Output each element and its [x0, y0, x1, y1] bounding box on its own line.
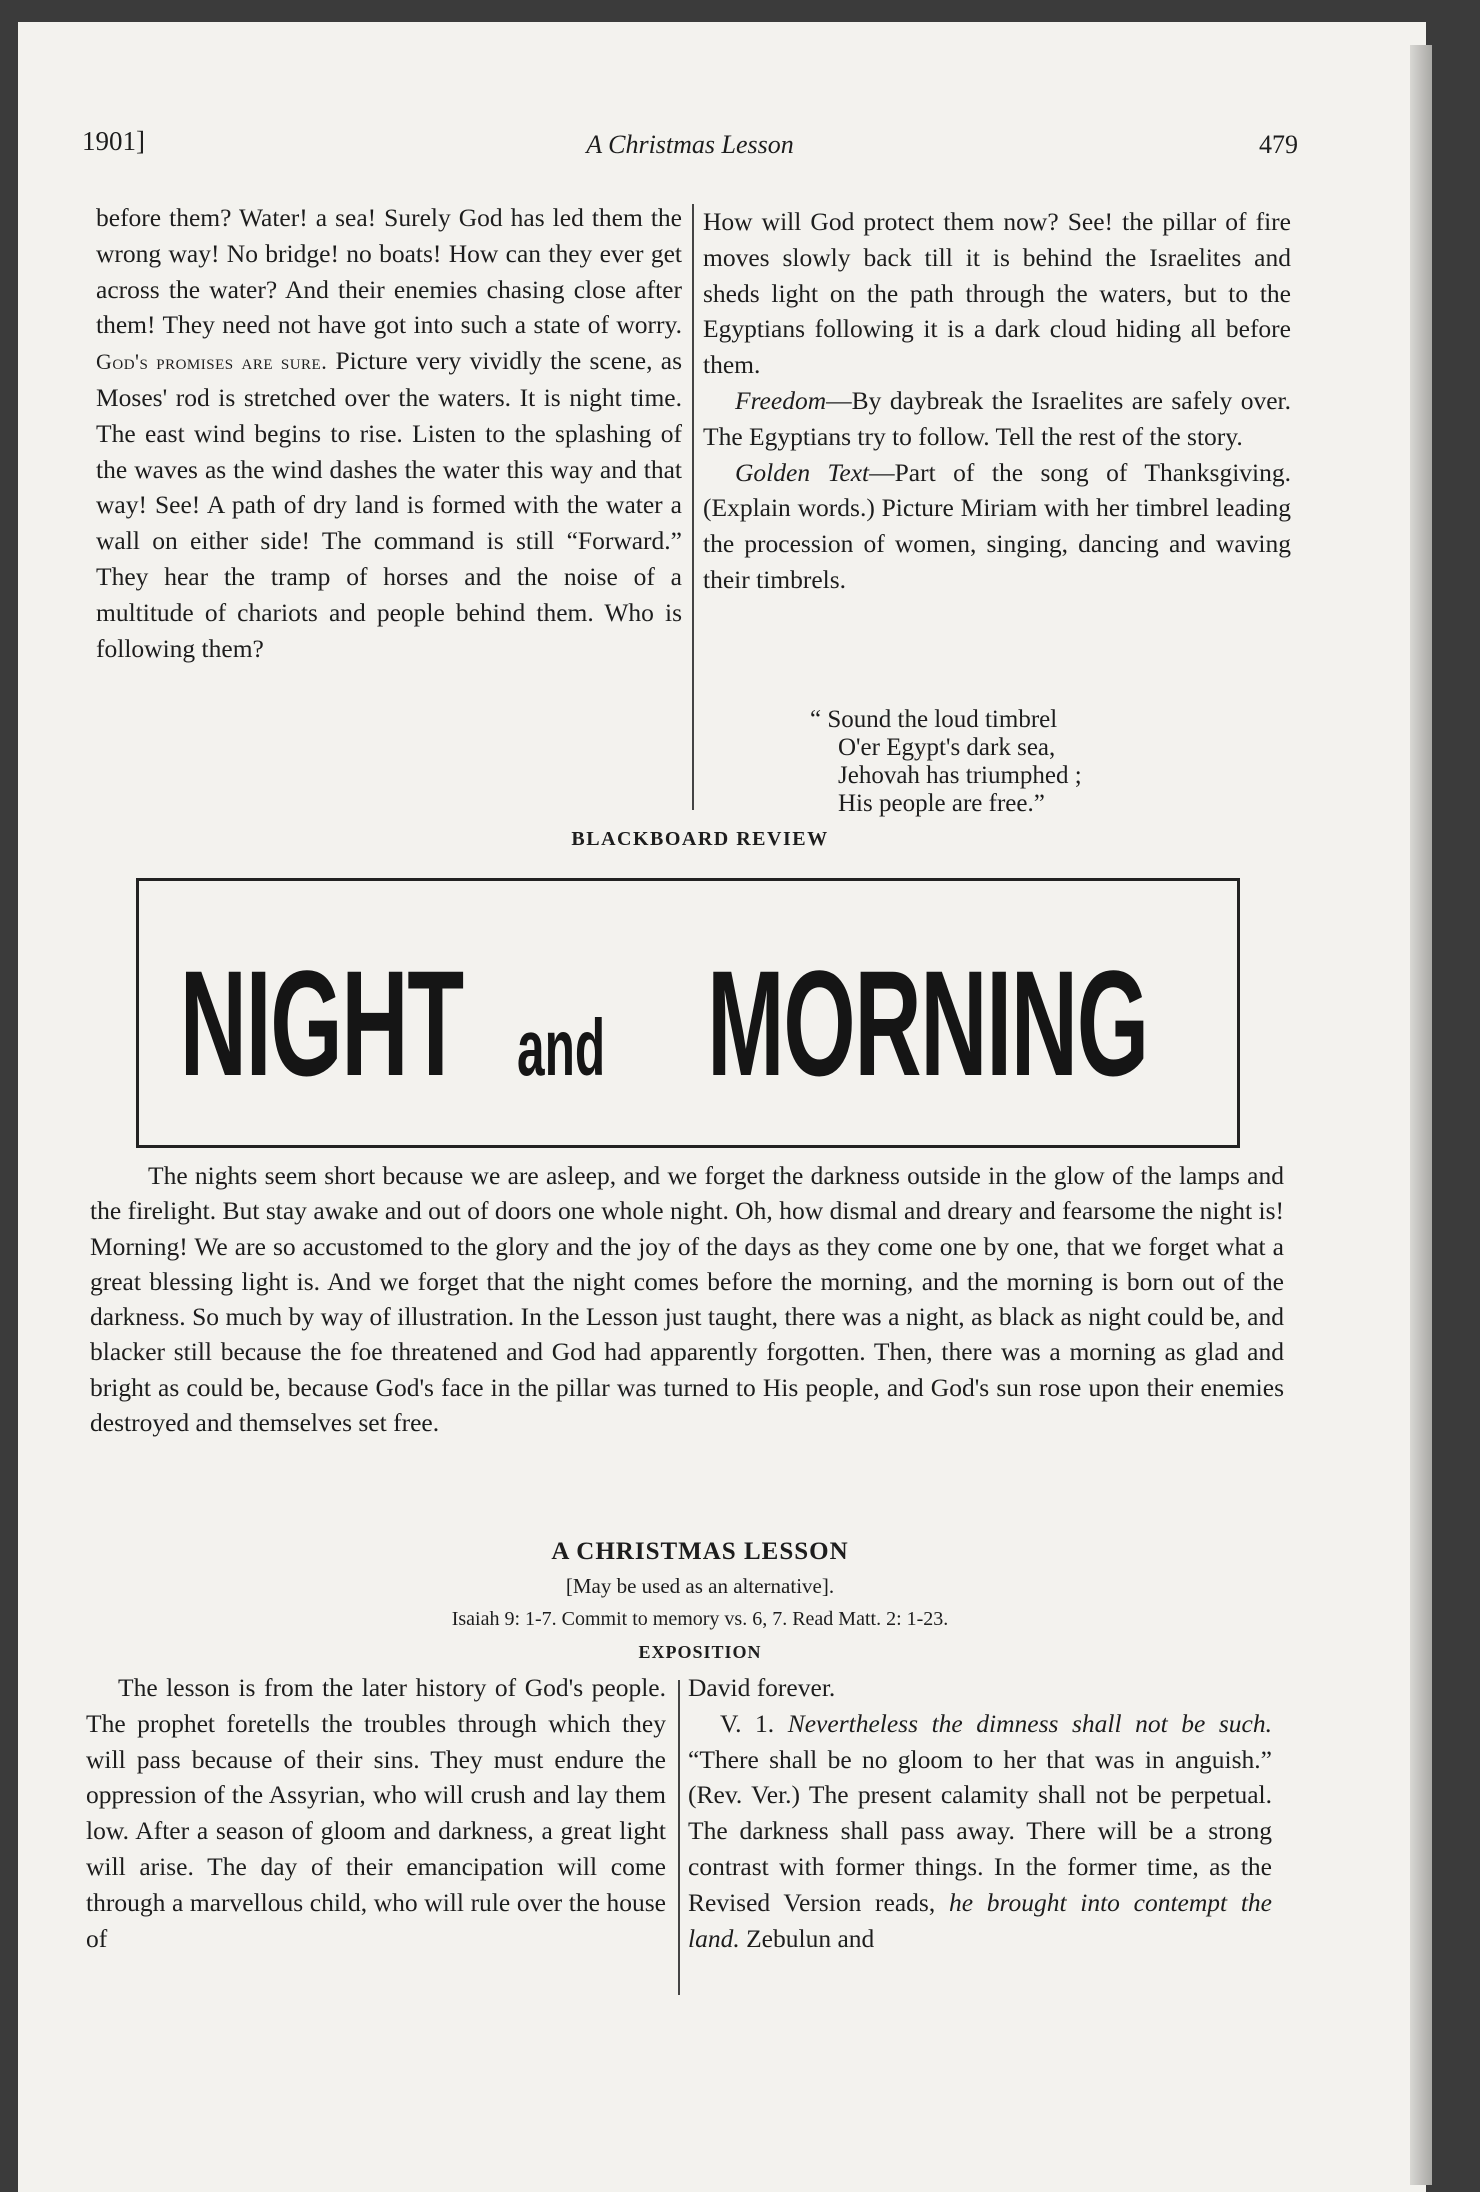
poem	[810, 706, 1082, 818]
page-edge	[1410, 45, 1432, 2185]
top-left-text-b: Picture very vividly the scene, as Moses' rod is stretched over the waters. It is night time. The east wind begins to rise. Listen to the splashing of the waves as the wind dashes the water this way and that way! See! A path of dry land is formed with the water a wall on either side! The command is still “Forward.” They hear the tramp of horses and the noise of a multitude of chariots and people behind them. Who is following them?	[96, 346, 683, 663]
blackboard-heading: BLACKBOARD REVIEW	[571, 828, 829, 850]
column-divider-top	[692, 204, 694, 810]
bottom-left-text: The lesson is from the later history of God's people. The prophet foretells the troubles through which they will pass because of their sins. They must endure the oppression of the Assyrian, who will crush and lay them low. After a season of gloom and darkness, a great light will arise. The day of their emancipation will come through a marvellous child, who will rule over the house of	[86, 1673, 666, 1953]
verse-text: “There shall be no gloom to her that was in anguish.” (Rev. Ver.) The present calamity shall not be perpetual. The darkness shall pass away. There will be a strong contrast with former things. In the former time, as the Revised Version reads,	[688, 1744, 1272, 1917]
freedom-text: —By daybreak the Israelites are safely over. The Egyptians try to follow. Tell the rest of the story.	[703, 385, 1291, 451]
blackboard-word-and: and	[516, 1003, 605, 1092]
verse-end: Zebulun and	[746, 1923, 875, 1953]
bottom-right-paragraph	[688, 1706, 1272, 1957]
poem-line-2: O'er Egypt's dark sea,	[838, 734, 1056, 761]
illustration-text: The nights seem short because we are asleep, and we forget the darkness outside in the glow of the lamps and the firelight. But stay awake and out of doors one whole night. Oh, how dismal and dreary and fearsome the night is! Morning! We are so accustomed to the glory and the joy of the days as they come one by one, that we forget what a great blessing light is. And we forget that the night comes before the morning, and the morning is born out of the darkness. So much by way of illustration. In the Lesson just taught, there was a night, as black as night could be, and blacker still because the foe threatened and God had apparently forgotten. Then, there was a morning as glad and bright as could be, because God's face in the pillar was turned to His people, and God's sun rose upon their enemies destroyed and themselves set free.	[90, 1161, 1284, 1438]
verse-italic: Nevertheless the dimness shall not be such.	[787, 1708, 1272, 1738]
running-header	[82, 122, 1298, 170]
poem-line-3: Jehovah has triumphed ;	[838, 762, 1082, 789]
top-left-column	[96, 200, 682, 666]
bottom-right-line-1: David forever.	[688, 1673, 836, 1702]
scripture-reference: Isaiah 9: 1-7. Commit to memory vs. 6, 7. Read Matt. 2: 1-23.	[451, 1608, 949, 1630]
column-divider-bottom	[678, 1680, 680, 1995]
verse-italic-2: he brought into contempt the land.	[688, 1887, 1272, 1953]
top-right-column	[703, 204, 1291, 598]
poem-line-4: His people are free.”	[838, 790, 1045, 817]
section-title: A CHRISTMAS LESSON	[551, 1538, 849, 1565]
top-right-paragraph-2	[703, 383, 1291, 455]
bottom-left-column	[86, 1670, 666, 1956]
freedom-label: Freedom	[735, 385, 827, 415]
golden-text-text: —Part of the song of Thanksgiving. (Explain words.) Picture Miriam with her timbrel leading the procession of women, singing, dancing and waving their timbrels.	[703, 457, 1291, 594]
top-right-paragraph-1: How will God protect them now? See! the pillar of fire moves slowly back till it is behind the Israelites and sheds light on the path through the waters, but to the Egyptians following it is a dark cloud hiding all before them.	[703, 207, 1291, 380]
exposition-heading: EXPOSITION	[638, 1642, 762, 1662]
top-left-text-a: before them? Water! a sea! Surely God has led them the wrong way! No bridge! no boats! How can they ever get across the water? And their enemies chasing close after them! They need not have got into such a state of worry.	[96, 203, 682, 340]
blackboard-word-morning: MORNING	[707, 939, 1148, 1107]
section-subtitle: [May be used as an alternative].	[565, 1574, 835, 1598]
bottom-right-column	[688, 1670, 1272, 1956]
blackboard-word-night: NIGHT	[179, 939, 463, 1107]
verse-label: V. 1.	[720, 1708, 775, 1738]
header-year: 1901]	[82, 126, 145, 156]
header-title: A Christmas Lesson	[586, 130, 794, 159]
top-left-smallcaps: God's promises are sure.	[96, 349, 328, 375]
page-number: 479	[1259, 130, 1298, 159]
illustration-paragraph	[90, 1158, 1284, 1440]
golden-text-label: Golden Text	[735, 457, 870, 487]
blackboard-box	[136, 878, 1240, 1148]
top-right-paragraph-3	[703, 455, 1291, 598]
poem-line-1: “ Sound the loud timbrel	[810, 706, 1058, 733]
